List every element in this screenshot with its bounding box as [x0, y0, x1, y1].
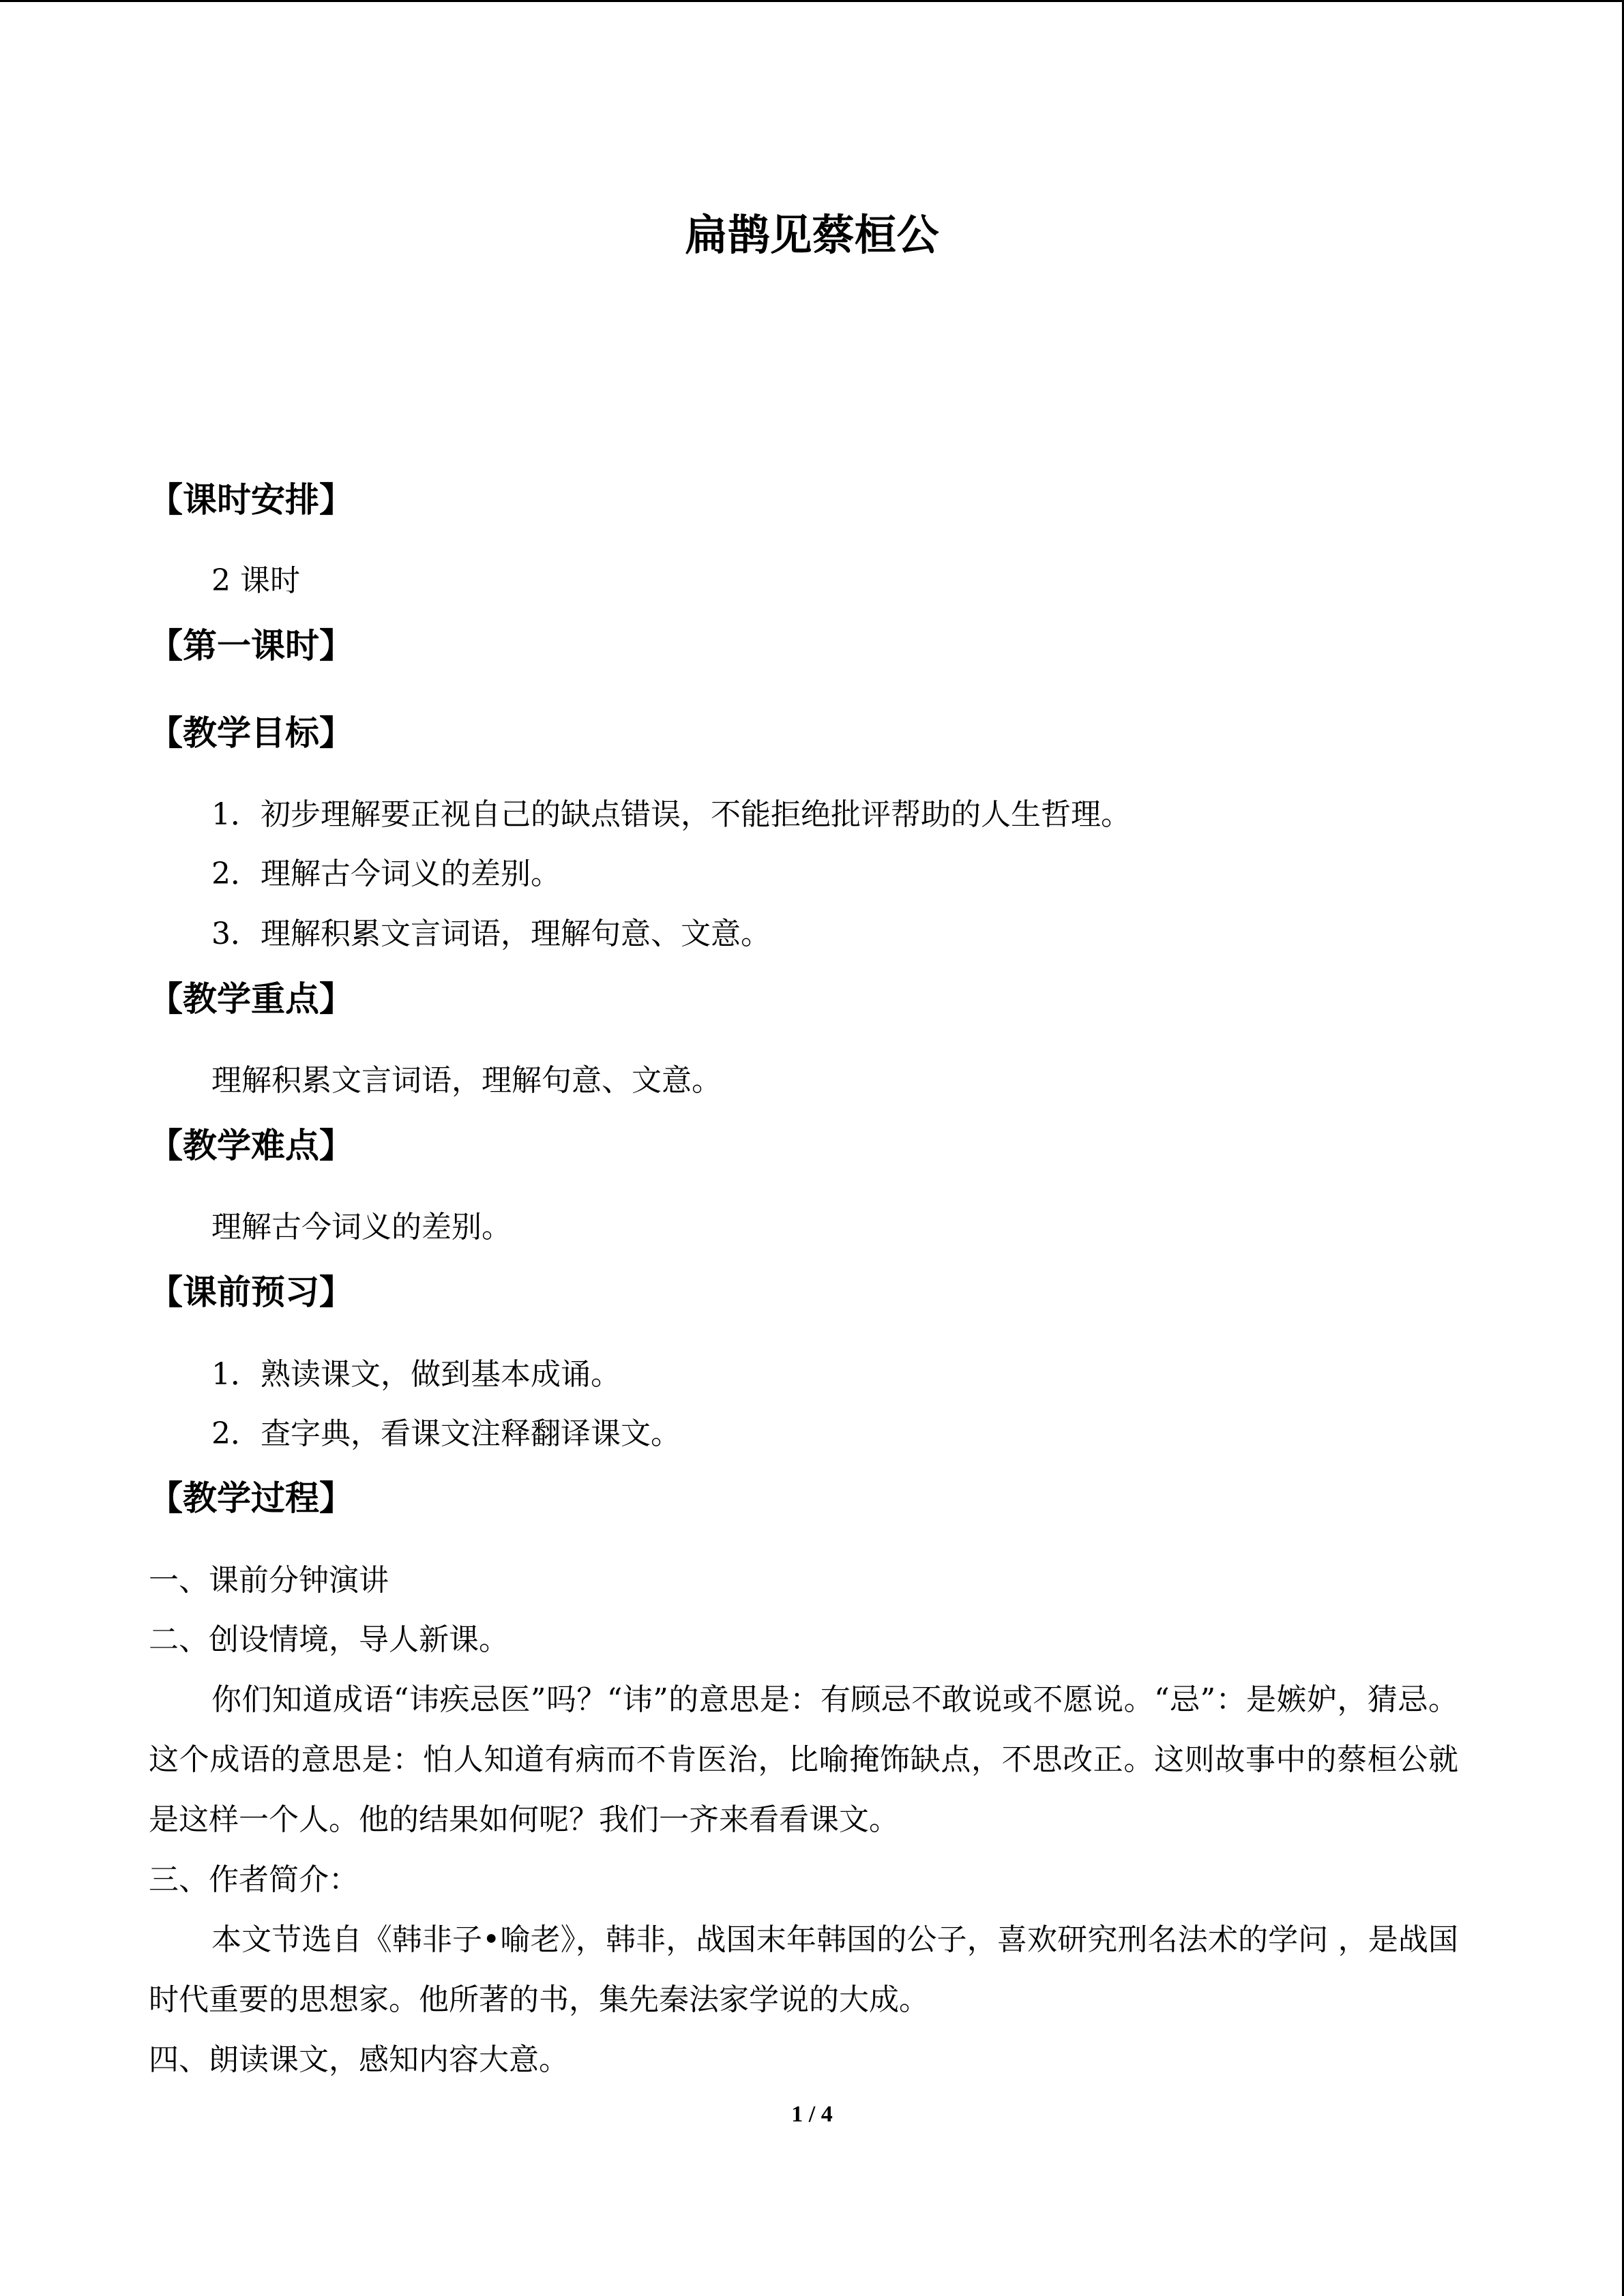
- process-step-2-paragraph: 你们知道成语“讳疾忌医”吗？“讳”的意思是：有顾忌不敢说或不愿说。“忌”：是嫉妒，猜忌。这个成语的意思是：怕人知道有病而不肯医治，比喻掩饰缺点，不思改正。这则故事中的蔡桓公就是这样一个人。他的结果如何呢？我们一齐来看看课文。: [149, 1682, 1458, 1837]
- goal-item-3: 3．理解积累文言词语，理解句意、文意。: [211, 916, 771, 951]
- heading-schedule: 【课时安排】: [149, 480, 353, 520]
- process-step-3: 三、作者简介：: [149, 1862, 359, 1897]
- process-step-3-paragraph: 本文节选自《韩非子•喻老》，韩非，战国末年韩国的公子，喜欢研究刑名法术的学问 ，是战国时代重要的思想家。他所著的书，集先秦法家学说的大成。: [149, 1922, 1458, 2017]
- process-step-4: 四、朗读课文，感知内容大意。: [149, 2042, 569, 2077]
- document-title: 扁鹊见蔡桓公: [685, 210, 939, 260]
- key-points-text: 理解积累文言词语，理解句意、文意。: [211, 1063, 722, 1098]
- process-step-1: 一、课前分钟演讲: [149, 1563, 389, 1598]
- heading-goals: 【教学目标】: [149, 713, 353, 753]
- page-number: 1 / 4: [791, 2102, 833, 2127]
- goal-item-1: 1．初步理解要正视自己的缺点错误，不能拒绝批评帮助的人生哲理。: [211, 797, 1131, 832]
- schedule-text: 2 课时: [211, 563, 300, 598]
- page-border-top: [0, 0, 1624, 2]
- difficulties-text: 理解古今词义的差别。: [211, 1210, 512, 1244]
- heading-key-points: 【教学重点】: [149, 979, 353, 1019]
- goal-item-2: 2．理解古今词义的差别。: [211, 856, 561, 891]
- heading-first-lesson: 【第一课时】: [149, 626, 353, 666]
- preview-item-2: 2．查字典，看课文注释翻译课文。: [211, 1416, 681, 1451]
- heading-difficulties: 【教学难点】: [149, 1126, 353, 1165]
- process-step-2: 二、创设情境，导人新课。: [149, 1622, 509, 1657]
- preview-item-1: 1．熟读课文，做到基本成诵。: [211, 1357, 621, 1392]
- heading-preview: 【课前预习】: [149, 1272, 353, 1312]
- heading-process: 【教学过程】: [149, 1478, 353, 1518]
